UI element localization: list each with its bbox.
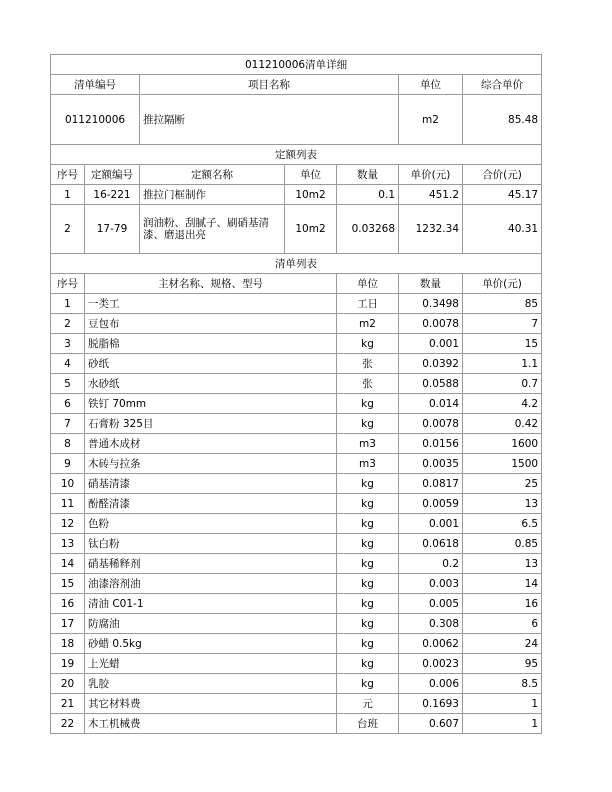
material-cell: 台班 (337, 714, 399, 734)
material-cell: 0.0817 (399, 474, 463, 494)
material-cell: 0.0035 (399, 454, 463, 474)
material-cell: 工日 (337, 294, 399, 314)
material-cell: 普通木成材 (85, 434, 337, 454)
material-cell: 脱脂棉 (85, 334, 337, 354)
material-cell: 水砂纸 (85, 374, 337, 394)
material-cell: 砂蜡 0.5kg (85, 634, 337, 654)
quota-cell: 10m2 (285, 185, 337, 205)
material-cell: 0.85 (463, 534, 542, 554)
material-cell: 19 (51, 654, 85, 674)
material-cell: 9 (51, 454, 85, 474)
material-cell: 25 (463, 474, 542, 494)
material-cell: kg (337, 514, 399, 534)
material-cell: 21 (51, 694, 85, 714)
material-cell: 色粉 (85, 514, 337, 534)
material-cell: 3 (51, 334, 85, 354)
quota-cell: 0.1 (337, 185, 399, 205)
material-cell: 11 (51, 494, 85, 514)
material-cell: 0.3498 (399, 294, 463, 314)
material-cell: 13 (463, 554, 542, 574)
material-row (51, 634, 542, 654)
material-cell: 0.1693 (399, 694, 463, 714)
material-cell: 16 (51, 594, 85, 614)
material-cell: 1 (463, 714, 542, 734)
material-cell: 1600 (463, 434, 542, 454)
material-cell: 7 (51, 414, 85, 434)
material-cell: 22 (51, 714, 85, 734)
material-cell: 0.607 (399, 714, 463, 734)
material-row (51, 314, 542, 334)
table-title: 011210006清单详细 (51, 55, 542, 75)
material-cell: 12 (51, 514, 85, 534)
material-cell: 张 (337, 354, 399, 374)
material-row (51, 374, 542, 394)
material-cell: 0.308 (399, 614, 463, 634)
bill-code-header: 清单编号 (51, 75, 140, 95)
item-name: 推拉隔断 (140, 95, 399, 145)
unit-header: 单位 (399, 75, 463, 95)
material-header-cell: 数量 (399, 274, 463, 294)
material-cell: 其它材料费 (85, 694, 337, 714)
material-cell: 油漆溶剂油 (85, 574, 337, 594)
material-cell: 硝基清漆 (85, 474, 337, 494)
material-row (51, 334, 542, 354)
material-cell: 0.7 (463, 374, 542, 394)
material-cell: 0.0023 (399, 654, 463, 674)
material-cell: kg (337, 634, 399, 654)
material-cell: 13 (51, 534, 85, 554)
material-cell: 0.0078 (399, 314, 463, 334)
material-cell: 14 (51, 554, 85, 574)
material-header-cell: 主材名称、规格、型号 (85, 274, 337, 294)
material-cell: 0.2 (399, 554, 463, 574)
quota-cell: 10m2 (285, 205, 337, 254)
quota-cell: 0.03268 (337, 205, 399, 254)
material-cell: 0.0392 (399, 354, 463, 374)
material-cell: 乳胶 (85, 674, 337, 694)
quota-header-cell: 定额编号 (85, 165, 140, 185)
material-cell: 6.5 (463, 514, 542, 534)
material-row (51, 454, 542, 474)
quota-cell: 1232.34 (399, 205, 463, 254)
material-cell: 0.001 (399, 334, 463, 354)
material-header-cell: 序号 (51, 274, 85, 294)
material-cell: 4 (51, 354, 85, 374)
item-name-header: 项目名称 (140, 75, 399, 95)
material-cell: 上光蜡 (85, 654, 337, 674)
quota-header-cell: 序号 (51, 165, 85, 185)
bill-code: 011210006 (51, 95, 140, 145)
material-cell: 0.006 (399, 674, 463, 694)
quota-cell: 45.17 (463, 185, 542, 205)
quota-cell: 17-79 (85, 205, 140, 254)
material-cell: 1500 (463, 454, 542, 474)
material-row (51, 354, 542, 374)
material-cell: 7 (463, 314, 542, 334)
material-cell: 砂纸 (85, 354, 337, 374)
material-row (51, 594, 542, 614)
material-cell: 20 (51, 674, 85, 694)
material-cell: 0.001 (399, 514, 463, 534)
material-cell: 0.0156 (399, 434, 463, 454)
material-row (51, 554, 542, 574)
material-cell: 6 (51, 394, 85, 414)
material-row (51, 494, 542, 514)
quota-header-cell: 单位 (285, 165, 337, 185)
material-cell: 石膏粉 325目 (85, 414, 337, 434)
material-cell: 95 (463, 654, 542, 674)
material-cell: kg (337, 674, 399, 694)
material-cell: 0.0059 (399, 494, 463, 514)
quota-header-cell: 定额名称 (140, 165, 285, 185)
quota-cell: 16-221 (85, 185, 140, 205)
material-cell: 8.5 (463, 674, 542, 694)
quota-cell: 润油粉、刮腻子、刷硝基清漆、磨退出亮 (140, 205, 285, 254)
quota-row (51, 205, 542, 254)
material-cell: kg (337, 394, 399, 414)
material-section-title: 清单列表 (51, 254, 542, 274)
material-cell: 6 (463, 614, 542, 634)
material-cell: 0.014 (399, 394, 463, 414)
material-row (51, 514, 542, 534)
material-row (51, 434, 542, 454)
material-cell: 木工机械费 (85, 714, 337, 734)
material-cell: 元 (337, 694, 399, 714)
material-cell: 5 (51, 374, 85, 394)
material-cell: 1.1 (463, 354, 542, 374)
material-cell: 13 (463, 494, 542, 514)
material-row (51, 574, 542, 594)
material-cell: 0.0078 (399, 414, 463, 434)
material-cell: 14 (463, 574, 542, 594)
material-cell: kg (337, 474, 399, 494)
quota-row (51, 185, 542, 205)
material-cell: 酚醛清漆 (85, 494, 337, 514)
material-row (51, 674, 542, 694)
material-cell: 豆包布 (85, 314, 337, 334)
material-cell: 0.0062 (399, 634, 463, 654)
material-row (51, 394, 542, 414)
material-cell: 10 (51, 474, 85, 494)
material-cell: 1 (51, 294, 85, 314)
quota-cell: 推拉门框制作 (140, 185, 285, 205)
item-price: 85.48 (463, 95, 542, 145)
material-cell: 防腐油 (85, 614, 337, 634)
material-row (51, 714, 542, 734)
material-cell: kg (337, 494, 399, 514)
material-cell: kg (337, 414, 399, 434)
material-cell: kg (337, 574, 399, 594)
material-cell: kg (337, 614, 399, 634)
material-row (51, 654, 542, 674)
material-row (51, 414, 542, 434)
material-row (51, 474, 542, 494)
material-cell: 15 (51, 574, 85, 594)
material-cell: 24 (463, 634, 542, 654)
material-row (51, 534, 542, 554)
material-cell: 15 (463, 334, 542, 354)
material-cell: 0.0618 (399, 534, 463, 554)
material-cell: 0.0588 (399, 374, 463, 394)
material-cell: 18 (51, 634, 85, 654)
bill-detail-table (50, 54, 542, 734)
material-cell: 0.005 (399, 594, 463, 614)
material-cell: 张 (337, 374, 399, 394)
material-cell: 清油 C01-1 (85, 594, 337, 614)
quota-cell: 451.2 (399, 185, 463, 205)
material-row (51, 294, 542, 314)
quota-cell: 40.31 (463, 205, 542, 254)
quota-header-cell: 合价(元) (463, 165, 542, 185)
material-cell: 1 (463, 694, 542, 714)
material-cell: 17 (51, 614, 85, 634)
unit-price-header: 综合单价 (463, 75, 542, 95)
material-cell: kg (337, 554, 399, 574)
quota-cell: 1 (51, 185, 85, 205)
quota-cell: 2 (51, 205, 85, 254)
material-cell: 木砖与拉条 (85, 454, 337, 474)
material-cell: 16 (463, 594, 542, 614)
material-cell: m3 (337, 434, 399, 454)
material-cell: 0.42 (463, 414, 542, 434)
item-unit: m2 (399, 95, 463, 145)
quota-section-title: 定额列表 (51, 145, 542, 165)
material-cell: m3 (337, 454, 399, 474)
material-cell: 2 (51, 314, 85, 334)
material-cell: 0.003 (399, 574, 463, 594)
material-row (51, 614, 542, 634)
material-cell: kg (337, 334, 399, 354)
material-cell: 铁钉 70mm (85, 394, 337, 414)
material-header-cell: 单价(元) (463, 274, 542, 294)
material-header-cell: 单位 (337, 274, 399, 294)
material-cell: 硝基稀释剂 (85, 554, 337, 574)
material-row (51, 694, 542, 714)
material-cell: kg (337, 594, 399, 614)
material-cell: 4.2 (463, 394, 542, 414)
material-cell: m2 (337, 314, 399, 334)
quota-header-cell: 单价(元) (399, 165, 463, 185)
material-cell: kg (337, 534, 399, 554)
quota-header-cell: 数量 (337, 165, 399, 185)
material-cell: 一类工 (85, 294, 337, 314)
material-cell: 钛白粉 (85, 534, 337, 554)
material-cell: kg (337, 654, 399, 674)
material-cell: 85 (463, 294, 542, 314)
material-cell: 8 (51, 434, 85, 454)
